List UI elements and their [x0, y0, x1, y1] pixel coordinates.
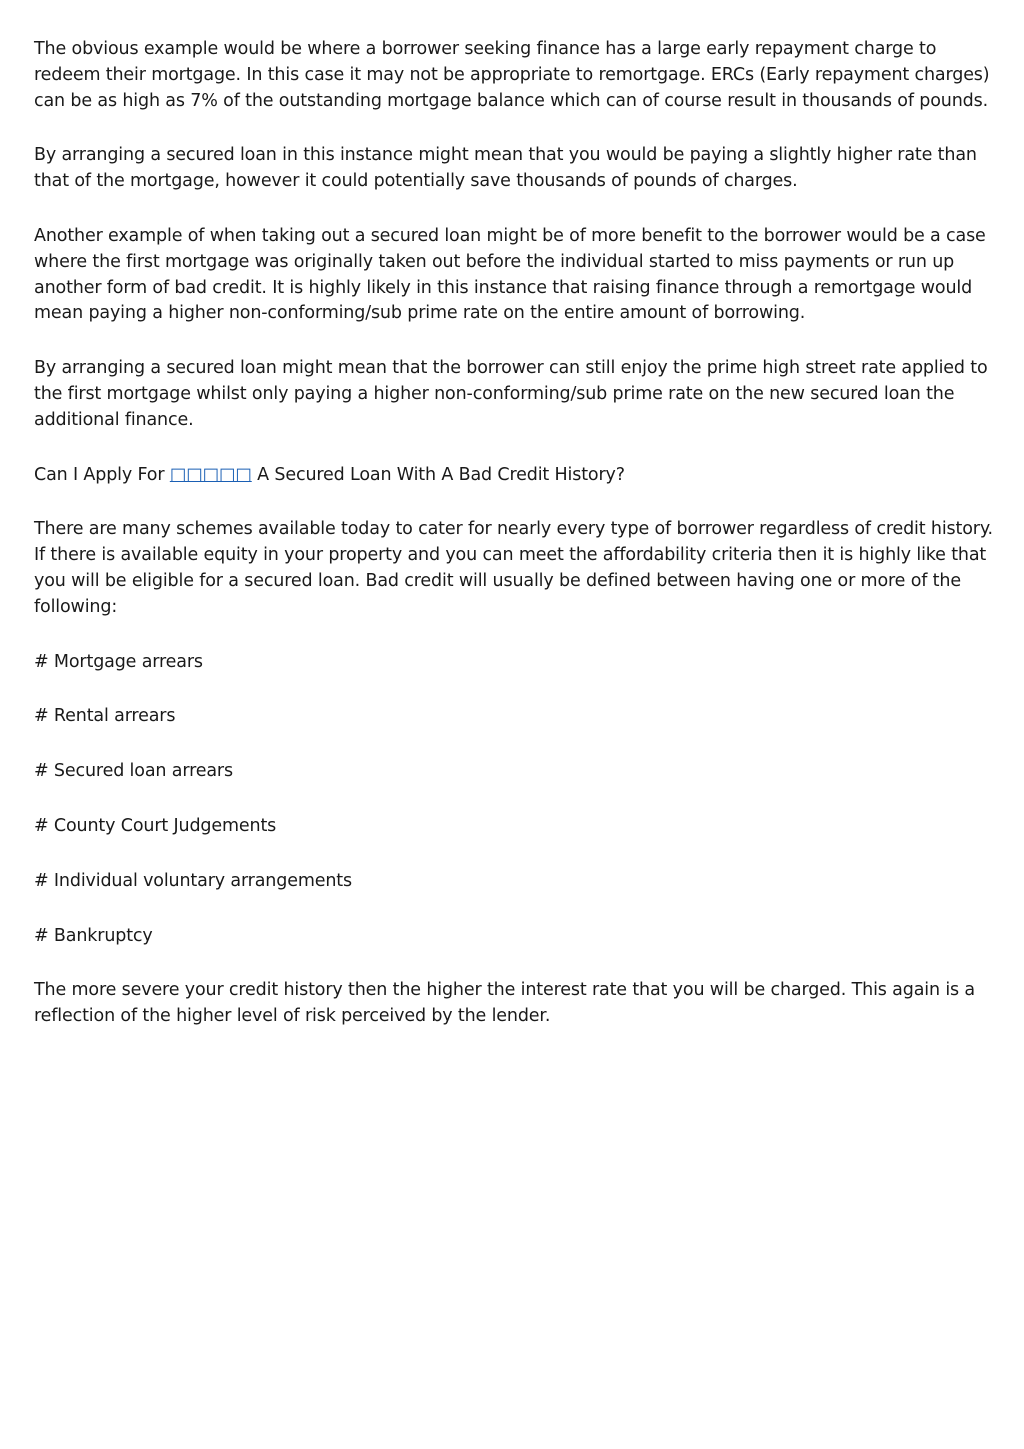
- paragraph-schemes: There are many schemes available today to cater for nearly every type of borrower regardless of credit history. If there is available equity in your property and you can meet the affordability criteria then it is highly like that you will be eligible for a secured loan. Bad credit will usually be defined between having one or more of the following:: [34, 519, 993, 617]
- heading-text-before: Can I Apply For: [34, 464, 170, 485]
- list-item: # County Court Judgements: [34, 815, 277, 836]
- list-item: # Bankruptcy: [34, 925, 153, 946]
- paragraph-conclusion: The more severe your credit history then the higher the interest rate that you will be charged. This again is a reflection of the higher level of risk perceived by the lender.: [34, 980, 975, 1027]
- list-item: # Individual voluntary arrangements: [34, 870, 352, 891]
- paragraph-secured-loan-rate: By arranging a secured loan in this instance might mean that you would be paying a slightly higher rate than that of the mortgage, however it could potentially save thousands of pounds of charges.: [34, 145, 977, 192]
- section-heading: [34, 463, 994, 489]
- paragraph-early-repayment: The obvious example would be where a borrower seeking finance has a large early repayment charge to redeem their mortgage. In this case it may not be appropriate to remortgage. ERCs (Early repayment charges) can be as high as 7% of the outstanding mortgage balance which can of course result in thousands of pounds.: [34, 39, 990, 111]
- heading-text-after: A Secured Loan With A Bad Credit History?: [251, 464, 625, 485]
- document-body: [34, 37, 994, 1030]
- list-item: # Mortgage arrears: [34, 651, 203, 672]
- inline-link[interactable]: □□□□□: [169, 464, 252, 485]
- paragraph-prime-rate: By arranging a secured loan might mean that the borrower can still enjoy the prime high street rate applied to the first mortgage whilst only paying a higher non-conforming/sub prime rate on the new secured loan the additional finance.: [34, 358, 988, 430]
- list-item: # Secured loan arrears: [34, 761, 233, 782]
- list-item: # Rental arrears: [34, 706, 176, 727]
- paragraph-bad-credit-example: Another example of when taking out a secured loan might be of more benefit to the borrower would be a case where the first mortgage was originally taken out before the individual started to miss payments or run up another form of bad credit. It is highly likely in this instance that raising finance through a remortgage would mean paying a higher non-conforming/sub prime rate on the entire amount of borrowing.: [34, 225, 986, 324]
